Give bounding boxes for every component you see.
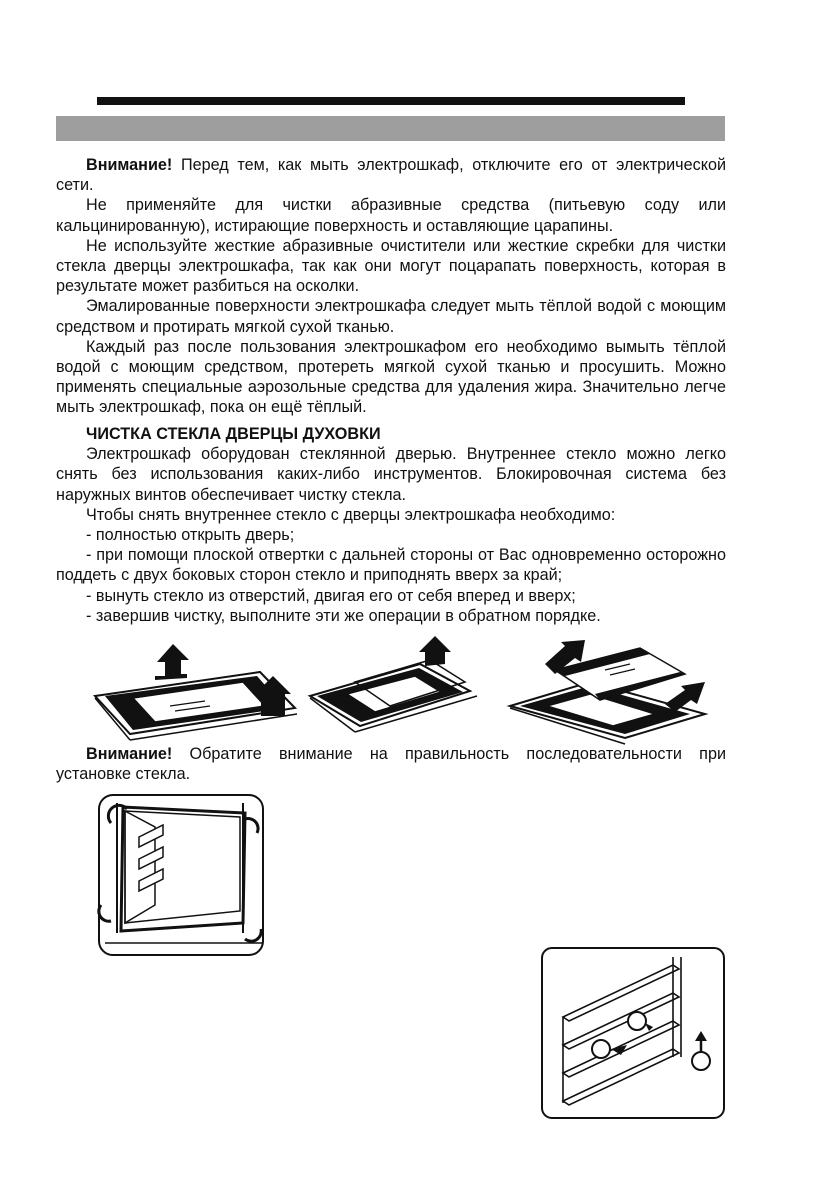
warning-paragraph: Внимание! Обратите внимание на правильность последовательности при установке стекла. [56,745,726,784]
paragraph-abrasives: Не применяйте для чистки абразивные средства (питьевую соду или кальцинированную), истирающие поверхность и оставляющие царапины. [56,196,726,235]
section-header-bar [56,116,725,141]
step-item: - завершив чистку, выполните эти же операции в обратном порядке. [86,606,601,625]
rail-removal-illustration [541,947,725,1119]
step3-door-drawing [510,648,705,744]
step2-door-drawing [310,660,477,732]
step-item: - полностью открыть дверь; [86,526,295,545]
oven-rails-illustration [95,793,267,959]
warning-label: Внимание! [86,745,173,763]
install-note [56,744,726,784]
paragraph-glass-door: Электрошкаф оборудован стеклянной дверью. Внутреннее стекло можно легко снять без использования каких-либо инструментов. Блокировочная система без наружных винтов обеспечивает чистку стекла. [56,445,726,504]
warning-label: Внимание! [86,156,173,174]
paragraph-after-use: Каждый раз после пользования электрошкафом его необходимо вымыть тёплой водой с моющим средством, протереть мягкой сухой тканью и просушить. Можно применять специальные аэрозольные средства для удаления жира. Значительно легче мыть электрошкаф, пока он ещё тёплый. [56,337,726,417]
paragraph-enamel: Эмалированные поверхности электрошкафа следует мыть тёплой водой с моющим средством и протирать мягкой сухой тканью. [56,297,726,336]
cleaning-instructions [56,155,726,418]
hook-marker-icon [592,1040,610,1058]
hook-marker-icon [628,1012,646,1030]
arrow-up-icon [155,644,189,680]
glass-removal-illustration [85,636,715,746]
paragraph-scrapers: Не используйте жесткие абразивные очистители или жесткие скребки для чистки стекла дверцы электрошкафа, так как они могут поцарапать поверхность, которая в результате может разбиться на осколки. [56,236,726,296]
step-item: - вынуть стекло из отверстий, двигая его от себя вперед и вверх; [86,586,576,605]
section-heading: ЧИСТКА СТЕКЛА ДВЕРЦЫ ДУХОВКИ [86,425,381,443]
warning-paragraph: Внимание! Перед тем, как мыть электрошкаф, отключите его от электрической сети. [56,156,726,195]
step-item: - при помощи плоской отвертки с дальней стороны от Вас одновременно осторожно поддеть с двух боковых сторон стекло и приподнять вверх за край; [56,546,726,585]
glass-cleaning-section [56,424,726,626]
top-rule [97,97,685,105]
paragraph-remove-intro: Чтобы снять внутреннее стекло с дверцы электрошкафа необходимо: [86,505,616,524]
